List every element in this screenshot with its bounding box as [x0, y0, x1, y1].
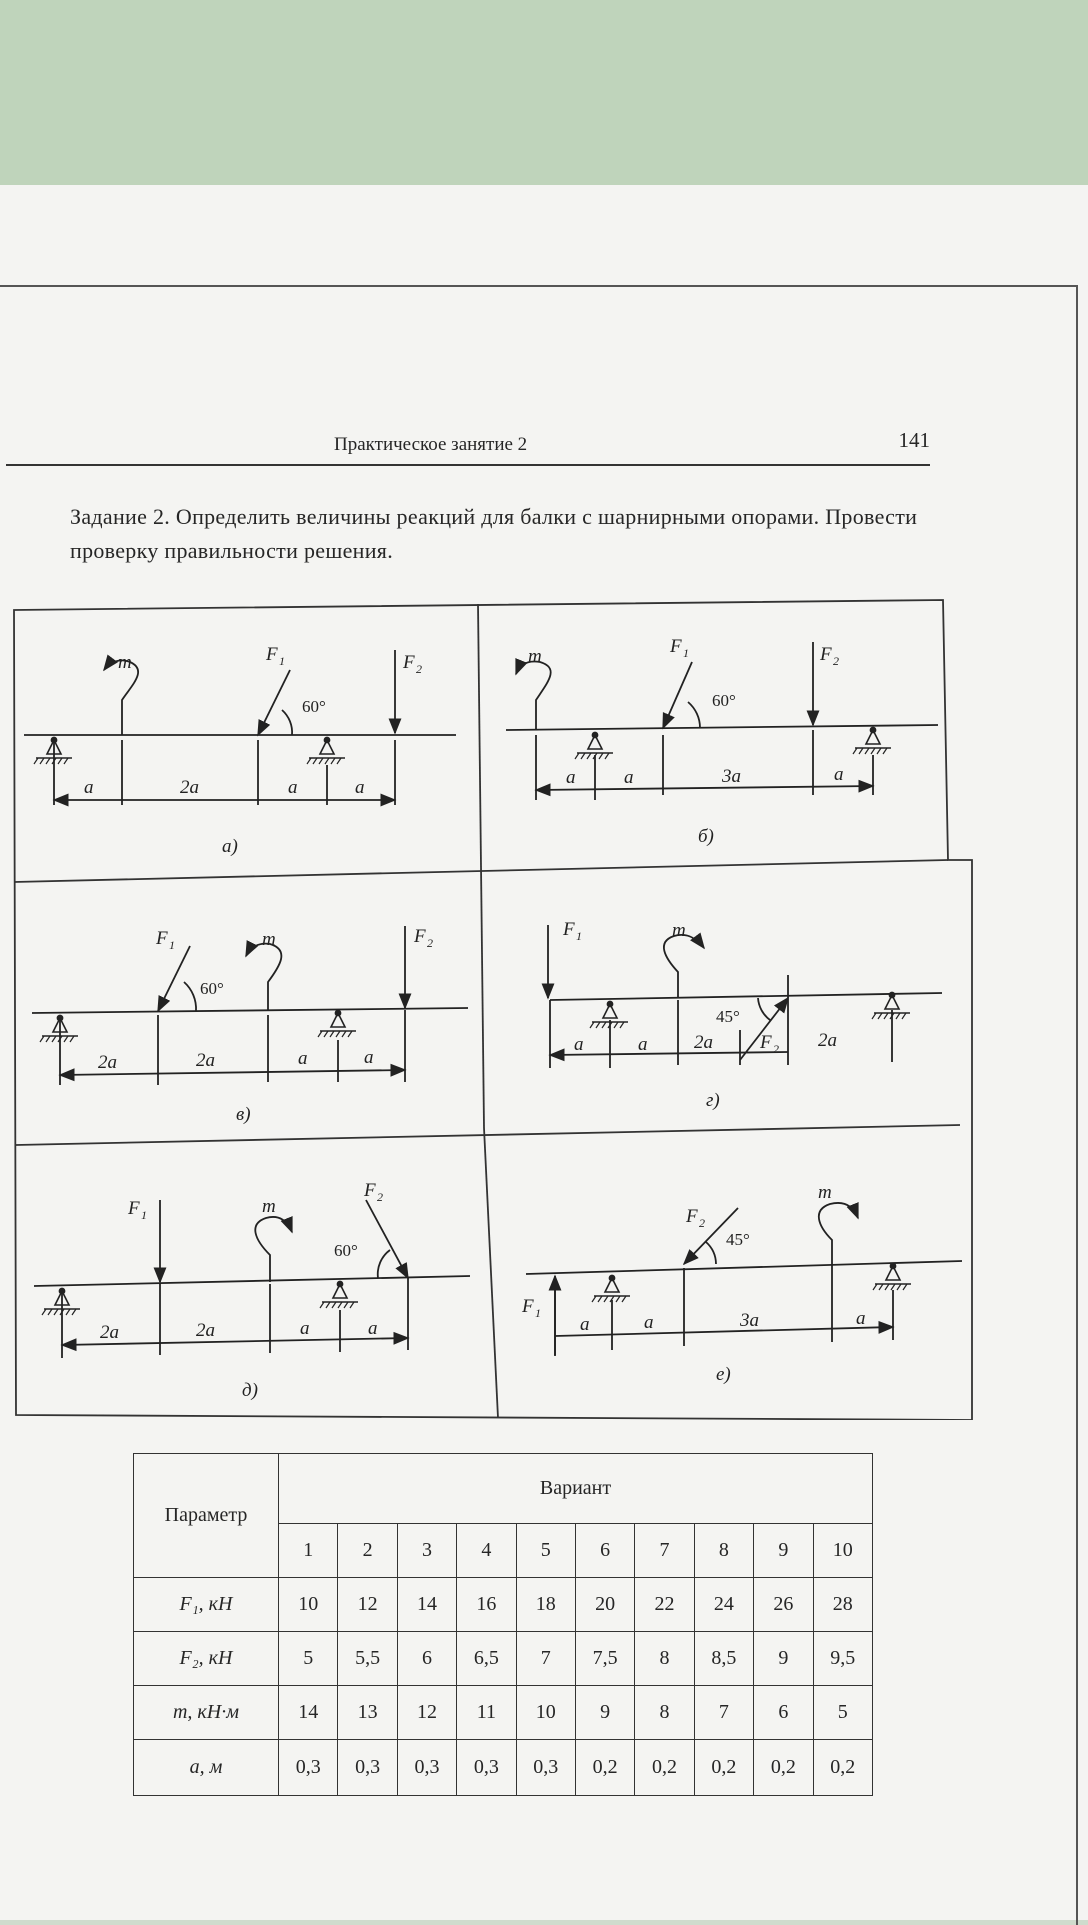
- row-label: F₁, кН: [134, 1578, 279, 1632]
- fig-d-f1-sub: 1: [141, 1208, 147, 1222]
- variant-cell: 8: [694, 1524, 753, 1578]
- fig-a-angle: 60°: [302, 697, 326, 716]
- fig-v-f2-sub: 2: [427, 936, 433, 950]
- row-label: m, кН·м: [134, 1686, 279, 1740]
- variant-cell: 1: [279, 1524, 338, 1578]
- fig-a-moment-label: m: [118, 652, 132, 673]
- value-cell: 8,5: [694, 1632, 753, 1686]
- row-label: a, м: [134, 1740, 279, 1796]
- value-cell: 14: [279, 1686, 338, 1740]
- fig-e-caption: е): [716, 1364, 731, 1385]
- variant-cell: 9: [754, 1524, 813, 1578]
- background-top: [0, 0, 1088, 200]
- value-cell: 0,3: [397, 1740, 456, 1796]
- variant-cell: 7: [635, 1524, 694, 1578]
- value-cell: 5,5: [338, 1632, 397, 1686]
- fig-d-dim-4: a: [368, 1318, 378, 1339]
- value-cell: 0,3: [279, 1740, 338, 1796]
- value-cell: 13: [338, 1686, 397, 1740]
- variant-cell: 5: [516, 1524, 575, 1578]
- header-title: Практическое занятие 2: [334, 434, 528, 455]
- fig-a-f1-label: F: [266, 644, 278, 665]
- fig-g-dim-1: a: [574, 1034, 584, 1055]
- value-cell: 9,5: [813, 1632, 872, 1686]
- fig-e-moment-label: m: [818, 1182, 832, 1203]
- value-cell: 22: [635, 1578, 694, 1632]
- value-cell: 6,5: [457, 1632, 516, 1686]
- fig-e-angle: 45°: [726, 1230, 750, 1249]
- fig-b-caption: б): [698, 826, 714, 847]
- value-cell: 12: [397, 1686, 456, 1740]
- fig-d-dim-2: 2a: [196, 1320, 215, 1341]
- value-cell: 7: [516, 1632, 575, 1686]
- fig-a-f2-sub: 2: [416, 662, 422, 676]
- fig-g-f1-sub: 1: [576, 929, 582, 943]
- table-row: [134, 1578, 873, 1632]
- value-cell: 8: [635, 1686, 694, 1740]
- fig-e-f2-label: F: [686, 1206, 698, 1227]
- fig-b-moment-label: m: [528, 646, 542, 667]
- fig-v-dim-1: 2a: [98, 1052, 117, 1073]
- value-cell: 8: [635, 1632, 694, 1686]
- fig-b-f2-label: F: [820, 644, 832, 665]
- fig-a-f1-sub: 1: [279, 654, 285, 668]
- value-cell: 0,2: [754, 1740, 813, 1796]
- task-label: Задание 2.: [70, 504, 171, 529]
- figure-g: [548, 925, 942, 1068]
- fig-b-dim-3: 3a: [722, 766, 741, 787]
- fig-v-angle: 60°: [200, 979, 224, 998]
- variant-header: Вариант: [279, 1454, 873, 1524]
- fig-d-angle: 60°: [334, 1241, 358, 1260]
- value-cell: 5: [813, 1686, 872, 1740]
- value-cell: 0,3: [338, 1740, 397, 1796]
- fig-e-dim-3: 3a: [740, 1310, 759, 1331]
- table-row: [134, 1686, 873, 1740]
- value-cell: 12: [338, 1578, 397, 1632]
- fig-d-dim-1: 2a: [100, 1322, 119, 1343]
- value-cell: 0,2: [575, 1740, 634, 1796]
- value-cell: 18: [516, 1578, 575, 1632]
- value-cell: 0,2: [813, 1740, 872, 1796]
- value-cell: 6: [754, 1686, 813, 1740]
- value-cell: 7,5: [575, 1632, 634, 1686]
- fig-v-moment-label: m: [262, 929, 276, 950]
- fig-e-f2-sub: 2: [699, 1216, 705, 1230]
- fig-b-f1-sub: 1: [683, 646, 689, 660]
- fig-d-dim-3: a: [300, 1318, 310, 1339]
- fig-a-caption: а): [222, 836, 238, 857]
- fig-g-f2-sub: 2: [773, 1042, 779, 1056]
- fig-a-dim-4: a: [355, 777, 365, 798]
- value-cell: 14: [397, 1578, 456, 1632]
- fig-a-dim-2: 2a: [180, 777, 199, 798]
- value-cell: 28: [813, 1578, 872, 1632]
- value-cell: 10: [279, 1578, 338, 1632]
- fig-d-caption: д): [242, 1380, 258, 1401]
- fig-b-angle: 60°: [712, 691, 736, 710]
- fig-a-dim-3: a: [288, 777, 298, 798]
- variant-cell: 2: [338, 1524, 397, 1578]
- variant-cell: 3: [397, 1524, 456, 1578]
- fig-g-dim-3: 2a: [694, 1032, 713, 1053]
- fig-g-f1-label: F: [563, 919, 575, 940]
- fig-d-moment-label: m: [262, 1196, 276, 1217]
- fig-g-caption: г): [706, 1090, 720, 1111]
- value-cell: 9: [754, 1632, 813, 1686]
- fig-g-dim-4: 2a: [818, 1030, 837, 1051]
- value-cell: 20: [575, 1578, 634, 1632]
- fig-a-f2-label: F: [403, 652, 415, 673]
- task-text: Определить величины реакций для балки с шарнирными опорами. Провести проверку правильности решения.: [70, 504, 918, 563]
- fig-b-dim-2: a: [624, 767, 634, 788]
- fig-v-f1-sub: 1: [169, 938, 175, 952]
- fig-d-f1-label: F: [128, 1198, 140, 1219]
- fig-v-caption: в): [236, 1104, 251, 1125]
- value-cell: 10: [516, 1686, 575, 1740]
- beam-figures: [0, 590, 1088, 1420]
- value-cell: 16: [457, 1578, 516, 1632]
- value-cell: 9: [575, 1686, 634, 1740]
- fig-v-f2-label: F: [414, 926, 426, 947]
- fig-b-dim-4: a: [834, 764, 844, 785]
- value-cell: 26: [754, 1578, 813, 1632]
- fig-d-f2-label: F: [364, 1180, 376, 1201]
- value-cell: 5: [279, 1632, 338, 1686]
- variants-table: [133, 1453, 873, 1796]
- fig-v-f1-label: F: [156, 928, 168, 949]
- fig-e-f1-label: F: [522, 1296, 534, 1317]
- fig-v-dim-2: 2a: [196, 1050, 215, 1071]
- fig-e-dim-2: a: [644, 1312, 654, 1333]
- page-header: [6, 428, 930, 466]
- value-cell: 6: [397, 1632, 456, 1686]
- value-cell: 0,3: [516, 1740, 575, 1796]
- fig-v-dim-4: a: [364, 1047, 374, 1068]
- value-cell: 11: [457, 1686, 516, 1740]
- value-cell: 0,2: [635, 1740, 694, 1796]
- param-header: Параметр: [134, 1454, 279, 1578]
- fig-e-f1-sub: 1: [535, 1306, 541, 1320]
- variant-cell: 6: [575, 1524, 634, 1578]
- fig-g-angle: 45°: [716, 1007, 740, 1026]
- fig-g-f2-label: F: [760, 1032, 772, 1053]
- fig-a-dim-1: a: [84, 777, 94, 798]
- variant-cell: 4: [457, 1524, 516, 1578]
- fig-e-dim-4: a: [856, 1308, 866, 1329]
- value-cell: 0,2: [694, 1740, 753, 1796]
- value-cell: 0,3: [457, 1740, 516, 1796]
- fig-e-dim-1: a: [580, 1314, 590, 1335]
- table-row: [134, 1632, 873, 1686]
- figure-e: [526, 1203, 962, 1356]
- variant-cell: 10: [813, 1524, 872, 1578]
- table-row: [134, 1740, 873, 1796]
- row-label: F₂, кН: [134, 1632, 279, 1686]
- fig-d-f2-sub: 2: [377, 1190, 383, 1204]
- fig-g-dim-2: a: [638, 1034, 648, 1055]
- fig-b-dim-1: a: [566, 767, 576, 788]
- fig-b-f1-label: F: [670, 636, 682, 657]
- task-statement: [70, 500, 940, 568]
- page-number: 141: [898, 428, 930, 452]
- fig-g-moment-label: m: [672, 920, 686, 941]
- fig-v-dim-3: a: [298, 1048, 308, 1069]
- value-cell: 24: [694, 1578, 753, 1632]
- fig-b-f2-sub: 2: [833, 654, 839, 668]
- value-cell: 7: [694, 1686, 753, 1740]
